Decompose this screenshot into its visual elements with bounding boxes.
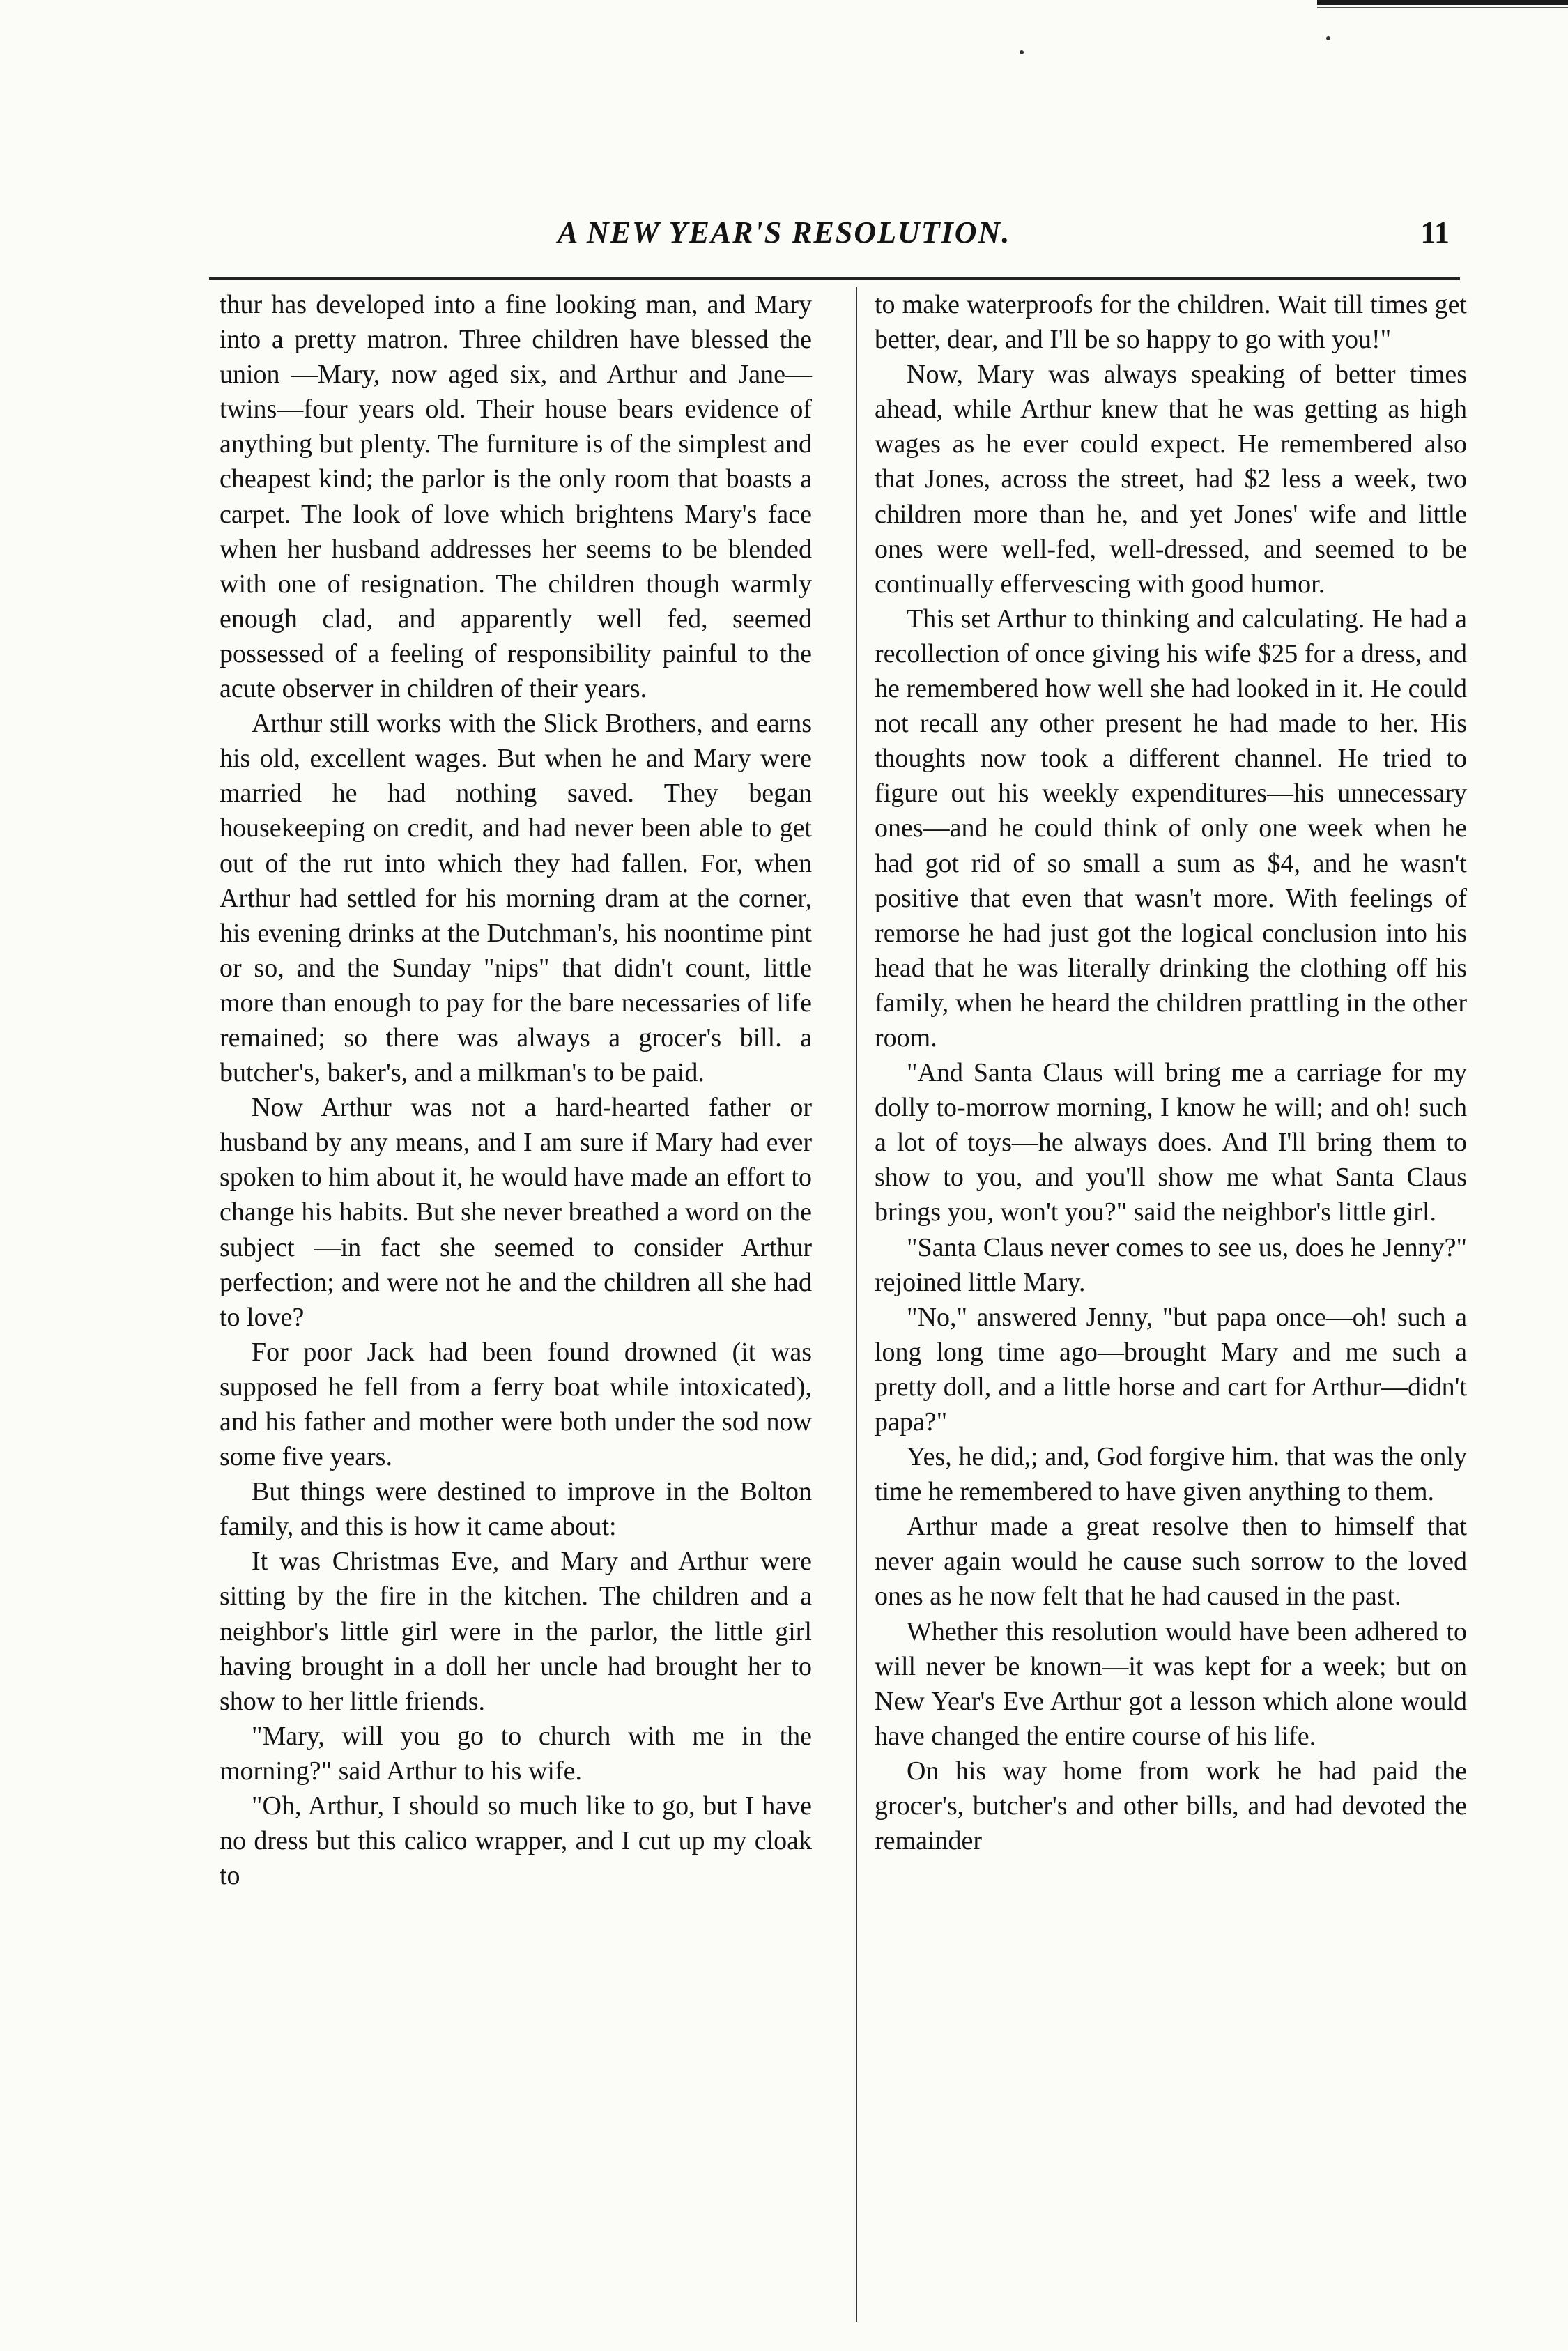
paragraph: "Mary, will you go to church with me in the morning?" said Arthur to his wife. (220, 1721, 812, 1786)
right-text-column (875, 287, 1467, 1858)
paragraph: Arthur made a great resolve then to himself that never again would he cause such sorrow to the loved ones as he now felt that he had caused in the past. (875, 1512, 1467, 1611)
top-edge-rule (1317, 0, 1568, 5)
paragraph: to make waterproofs for the children. Wait till times get better, dear, and I'll be so happy to go with you!" (875, 290, 1467, 355)
paragraph: Now Arthur was not a hard-hearted father or husband by any means, and I am sure if Mary had ever spoken to him about it, he would have made an effort to change his habits. But she never breathed a word on the subject —in fact she seemed to consider Arthur perfection; and were not he and the children all she had to love? (220, 1093, 812, 1332)
paragraph: "No," answered Jenny, "but papa once—oh! such a long long time ago—brought Mary and me such a pretty doll, and a little horse and cart for Arthur—didn't papa?" (875, 1302, 1467, 1437)
running-title: A NEW YEAR'S RESOLUTION. (558, 215, 1011, 250)
top-edge-thin-rule (1317, 7, 1568, 8)
paragraph: thur has developed into a fine looking man, and Mary into a pretty matron. Three children have blessed the union —Mary, now aged six, and Arthur and Jane—twins—four years old. Their house bears evidence of anything but plenty. The furniture is of the simplest and cheapest kind; the parlor is the only room that boasts a carpet. The look of love which brightens Mary's face when her husband addresses her seems to be blended with one of resignation. The children though warmly enough clad, and apparently well fed, seemed possessed of a feeling of responsibility painful to the acute observer in children of their years. (220, 290, 812, 704)
page-number: 11 (1420, 215, 1450, 250)
paragraph: Now, Mary was always speaking of better times ahead, while Arthur knew that he was getting as high wages as he ever could expect. He remembered also that Jones, across the street, had $2 less a week, two children more than he, and yet Jones' wife and little ones were well-fed, well-dressed, and seemed to be continually effervescing with good humor. (875, 360, 1467, 599)
paragraph: It was Christmas Eve, and Mary and Arthur were sitting by the fire in the kitchen. The children and a neighbor's little girl were in the parlor, the little girl having brought in a doll her uncle had brought her to show to her little friends. (220, 1547, 812, 1716)
paragraph: "And Santa Claus will bring me a carriage for my dolly to-morrow morning, I know he will; and oh! such a lot of toys—he always does. And I'll bring them to show to you, and you'll show me what Santa Claus brings you, won't you?" said the neighbor's little girl. (875, 1058, 1467, 1227)
paragraph: But things were destined to improve in the Bolton family, and this is how it came about: (220, 1477, 812, 1542)
print-speck (1326, 36, 1330, 40)
paragraph: For poor Jack had been found drowned (it was supposed he fell from a ferry boat while intoxicated), and his father and mother were both under the sod now some five years. (220, 1337, 812, 1472)
page-header (209, 215, 1463, 277)
paragraph: Whether this resolution would have been adhered to will never be known—it was kept for a week; but on New Year's Eve Arthur got a lesson which alone would have changed the entire course of his life. (875, 1616, 1467, 1751)
header-rule (209, 277, 1460, 280)
paragraph: On his way home from work he had paid the grocer's, butcher's and other bills, and had devoted the remainder (875, 1756, 1467, 1856)
paragraph: "Santa Claus never comes to see us, does he Jenny?" rejoined little Mary. (875, 1232, 1467, 1297)
left-text-column (220, 287, 812, 1893)
paragraph: This set Arthur to thinking and calculating. He had a recollection of once giving his wife $25 for a dress, and he remembered how well she had looked in it. He could not recall any other present he had made to her. His thoughts now took a different channel. He tried to figure out his weekly expenditures—his unnecessary ones—and he could think of only one week when he had got rid of so small a sum as $4, and he wasn't positive that even that wasn't more. With feelings of remorse he had just got the logical conclusion into his head that he was literally drinking the clothing off his family, when he heard the children prattling in the other room. (875, 604, 1467, 1052)
paragraph: Arthur still works with the Slick Brothers, and earns his old, excellent wages. But when he and Mary were married he had nothing saved. They began housekeeping on credit, and had never been able to get out of the rut into which they had fallen. For, when Arthur had settled for his morning dram at the corner, his evening drinks at the Dutchman's, his noontime pint or so, and the Sunday "nips" that didn't count, little more than enough to pay for the bare necessaries of life remained; so there was always a grocer's bill. a butcher's, baker's, and a milkman's to be paid. (220, 709, 812, 1088)
column-divider (856, 287, 857, 2322)
print-speck (1020, 50, 1024, 54)
paragraph: "Oh, Arthur, I should so much like to go, but I have no dress but this calico wrapper, and I cut up my cloak to (220, 1791, 812, 1891)
paragraph: Yes, he did,; and, God forgive him. that was the only time he remembered to have given anything to them. (875, 1442, 1467, 1507)
